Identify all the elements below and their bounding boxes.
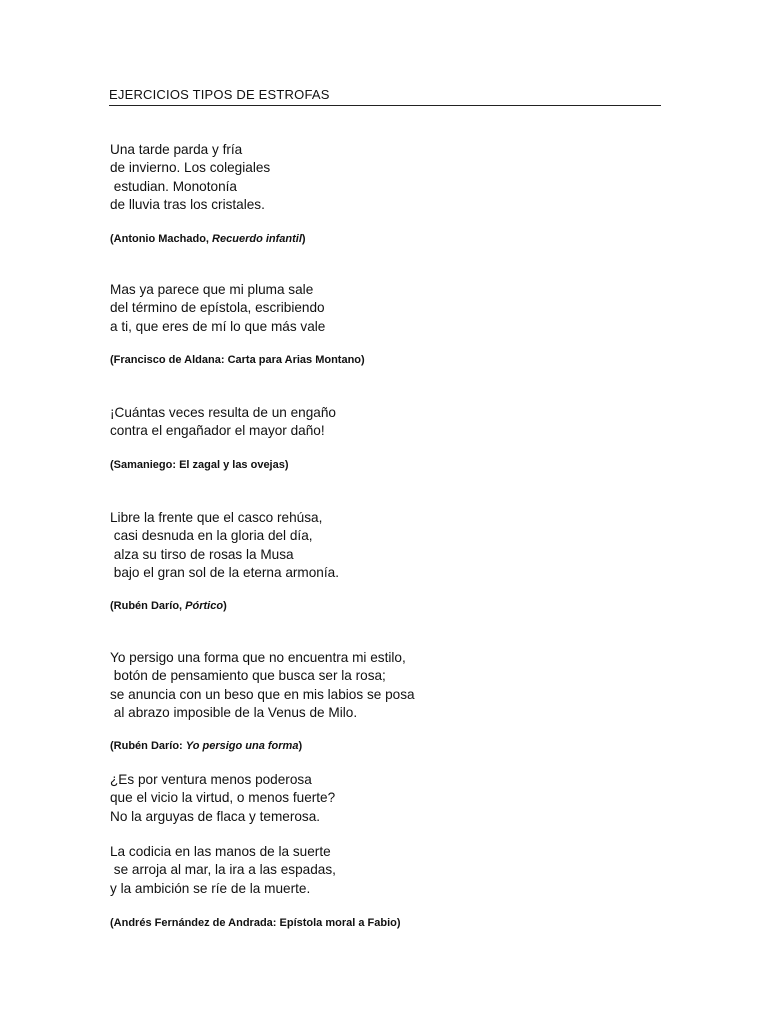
verse-line: de lluvia tras los cristales. bbox=[110, 197, 265, 213]
citation-text: (Antonio Machado, bbox=[110, 233, 213, 245]
verse-line: del término de epístola, escribiendo bbox=[110, 300, 325, 316]
page-title: EJERCICIOS TIPOS DE ESTROFAS bbox=[109, 87, 330, 102]
citation-text: (Rubén Darío, bbox=[110, 600, 186, 612]
citation-work-title: Pórtico bbox=[185, 600, 224, 612]
citation-text: ) bbox=[298, 740, 303, 752]
verse-line: alza su tirso de rosas la Musa bbox=[110, 546, 294, 562]
citation-text: (Andrés Fernández de Andrada: Epístola moral a Fabio) bbox=[110, 917, 401, 929]
citation-1 bbox=[110, 232, 306, 246]
verse-line: No la arguyas de flaca y temerosa. bbox=[110, 808, 321, 824]
citation-4 bbox=[110, 599, 227, 613]
poem-stanza-3 bbox=[110, 404, 336, 441]
verse-line: contra el engañador el mayor daño! bbox=[110, 423, 325, 439]
citation-text: ) bbox=[301, 233, 306, 245]
citation-text: (Samaniego: El zagal y las ovejas) bbox=[110, 459, 289, 471]
document-header bbox=[109, 87, 661, 106]
verse-line: que el vicio la virtud, o menos fuerte? bbox=[110, 790, 336, 806]
citation-work-title: Yo persigo una forma bbox=[185, 740, 299, 752]
citation-text: ) bbox=[223, 600, 227, 612]
verse-line: al abrazo imposible de la Venus de Milo. bbox=[110, 705, 358, 721]
poem-stanza-2 bbox=[110, 281, 325, 336]
verse-line: se arroja al mar, la ira a las espadas, bbox=[110, 862, 336, 878]
citation-text: (Francisco de Aldana: Carta para Arias Montano) bbox=[110, 354, 365, 366]
verse-line: botón de pensamiento que busca ser la rosa; bbox=[110, 668, 386, 684]
verse-line: La codicia en las manos de la suerte bbox=[110, 844, 331, 859]
poem-stanza-6 bbox=[110, 771, 335, 826]
citation-6 bbox=[110, 916, 401, 930]
poem-stanza-5 bbox=[110, 649, 415, 723]
verse-line: Yo persigo una forma que no encuentra mi estilo, bbox=[110, 650, 406, 665]
verse-line: Una tarde parda y fría bbox=[110, 142, 243, 157]
citation-text: (Rubén Darío: bbox=[110, 740, 186, 752]
poem-stanza-4 bbox=[110, 509, 339, 583]
verse-line: bajo el gran sol de la eterna armonía. bbox=[110, 565, 339, 581]
poem-stanza-1 bbox=[110, 141, 270, 215]
verse-line: ¡Cuántas veces resulta de un engaño bbox=[110, 405, 336, 420]
verse-line: de invierno. Los colegiales bbox=[110, 160, 271, 176]
verse-line: a ti, que eres de mí lo que más vale bbox=[110, 318, 326, 334]
verse-line: se anuncia con un beso que en mis labios se posa bbox=[110, 686, 415, 702]
poem-stanza-7 bbox=[110, 843, 336, 898]
verse-line: Libre la frente que el casco rehúsa, bbox=[110, 510, 323, 525]
citation-3 bbox=[110, 458, 289, 472]
citation-work-title: Recuerdo infantil bbox=[212, 233, 302, 245]
verse-line: casi desnuda en la gloria del día, bbox=[110, 528, 313, 544]
citation-5 bbox=[110, 739, 302, 753]
verse-line: ¿Es por ventura menos poderosa bbox=[110, 772, 312, 787]
verse-line: estudian. Monotonía bbox=[110, 178, 237, 194]
verse-line: Mas ya parece que mi pluma sale bbox=[110, 282, 314, 297]
citation-2 bbox=[110, 353, 365, 367]
verse-line: y la ambición se ríe de la muerte. bbox=[110, 880, 311, 896]
